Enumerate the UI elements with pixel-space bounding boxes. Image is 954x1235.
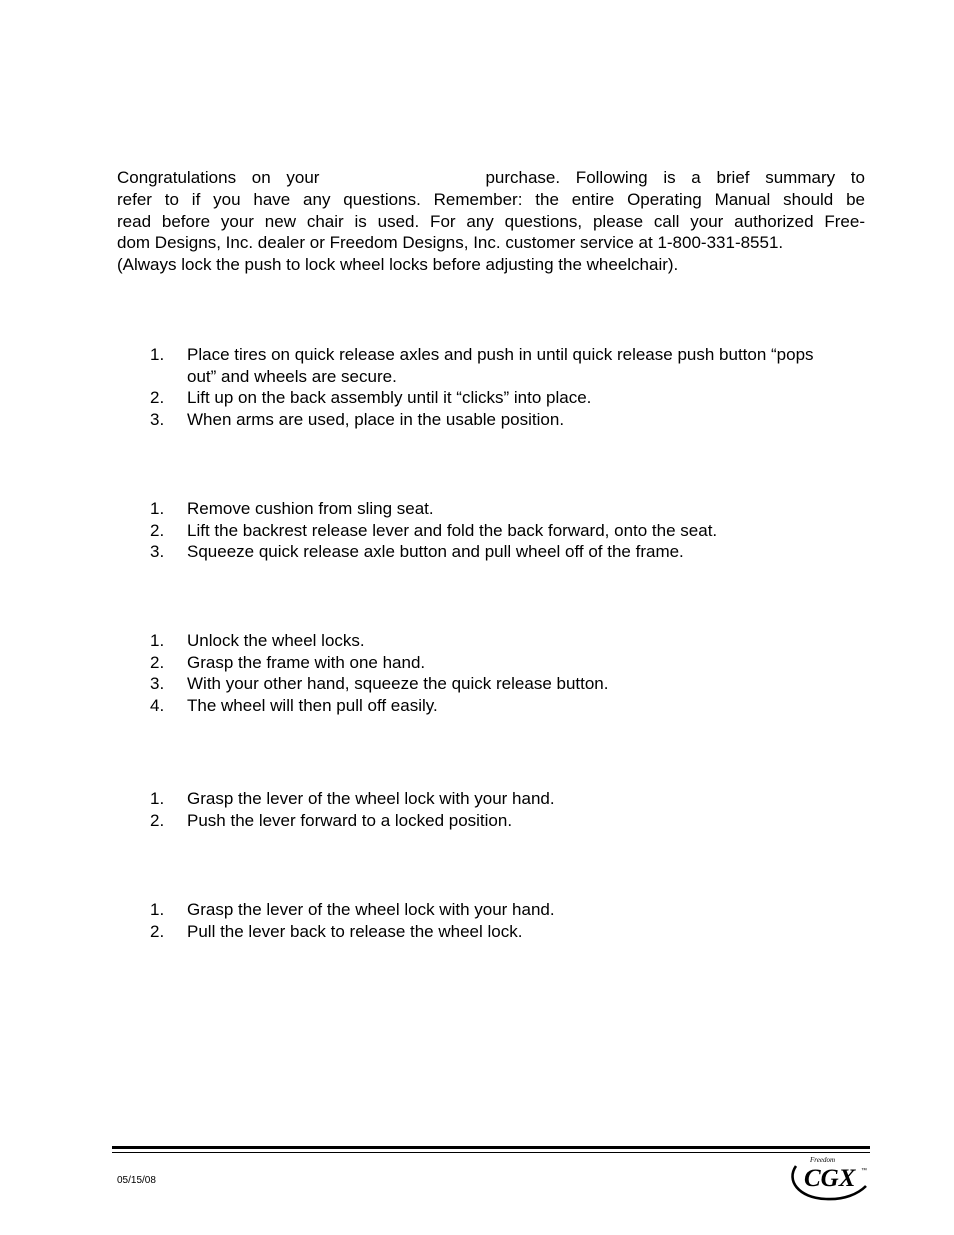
logo-text: CGX <box>804 1165 856 1192</box>
intro-line-2: refer to if you have any questions. Remember: the entire Operating Manual should be <box>117 189 865 209</box>
list-item: 2. Push the lever forward to a locked position. <box>150 810 513 830</box>
footer-rule-thick <box>112 1146 870 1149</box>
folding-steps <box>150 498 847 563</box>
revision-date: 05/15/08 <box>117 1175 156 1186</box>
list-item: 2. Grasp the frame with one hand. <box>150 652 426 672</box>
logo-brand: Freedom <box>810 1156 836 1164</box>
list-item: 2. Pull the lever back to release the wheel lock. <box>150 921 523 941</box>
intro-paragraph <box>117 167 865 276</box>
list-item: 3. With your other hand, squeeze the quick release button. <box>150 674 609 693</box>
list-item: 2. Lift the backrest release lever and fold the back forward, onto the seat. <box>150 520 718 540</box>
list-item: 1. Place tires on quick release axles and push in until quick release push button “pops out” and wheels are secure. <box>150 345 814 386</box>
list-item: 4. The wheel will then pull off easily. <box>150 695 438 715</box>
footer-rule-thin <box>112 1152 870 1153</box>
setup-steps <box>150 344 847 430</box>
list-item: 1. Grasp the lever of the wheel lock with your hand. <box>150 789 555 808</box>
intro-lead: Congratulations on your <box>117 168 320 187</box>
intro-line-5: (Always lock the push to lock wheel locks before adjusting the wheelchair). <box>117 255 679 275</box>
intro-line-4: dom Designs, Inc. dealer or Freedom Designs, Inc. customer service at 1-800-331-8551. <box>117 233 784 253</box>
list-item: 3. Squeeze quick release axle button and pull wheel off of the frame. <box>150 542 684 561</box>
logo-tm: ™ <box>861 1168 867 1174</box>
unlock-steps <box>150 899 847 942</box>
intro-line1-rest: purchase. Following is a brief summary to <box>485 168 865 187</box>
list-item: 1. Grasp the lever of the wheel lock with your hand. <box>150 900 555 919</box>
list-item: 1. Remove cushion from sling seat. <box>150 499 434 518</box>
cgx-logo <box>786 1154 870 1202</box>
list-item: 3. When arms are used, place in the usable position. <box>150 409 565 429</box>
list-item: 2. Lift up on the back assembly until it “clicks” into place. <box>150 388 592 407</box>
lock-steps <box>150 788 847 831</box>
list-item: 1. Unlock the wheel locks. <box>150 631 365 650</box>
wheel-removal-steps <box>150 630 847 716</box>
intro-line-3: read before your new chair is used. For any questions, please call your authorized Free- <box>117 211 865 231</box>
